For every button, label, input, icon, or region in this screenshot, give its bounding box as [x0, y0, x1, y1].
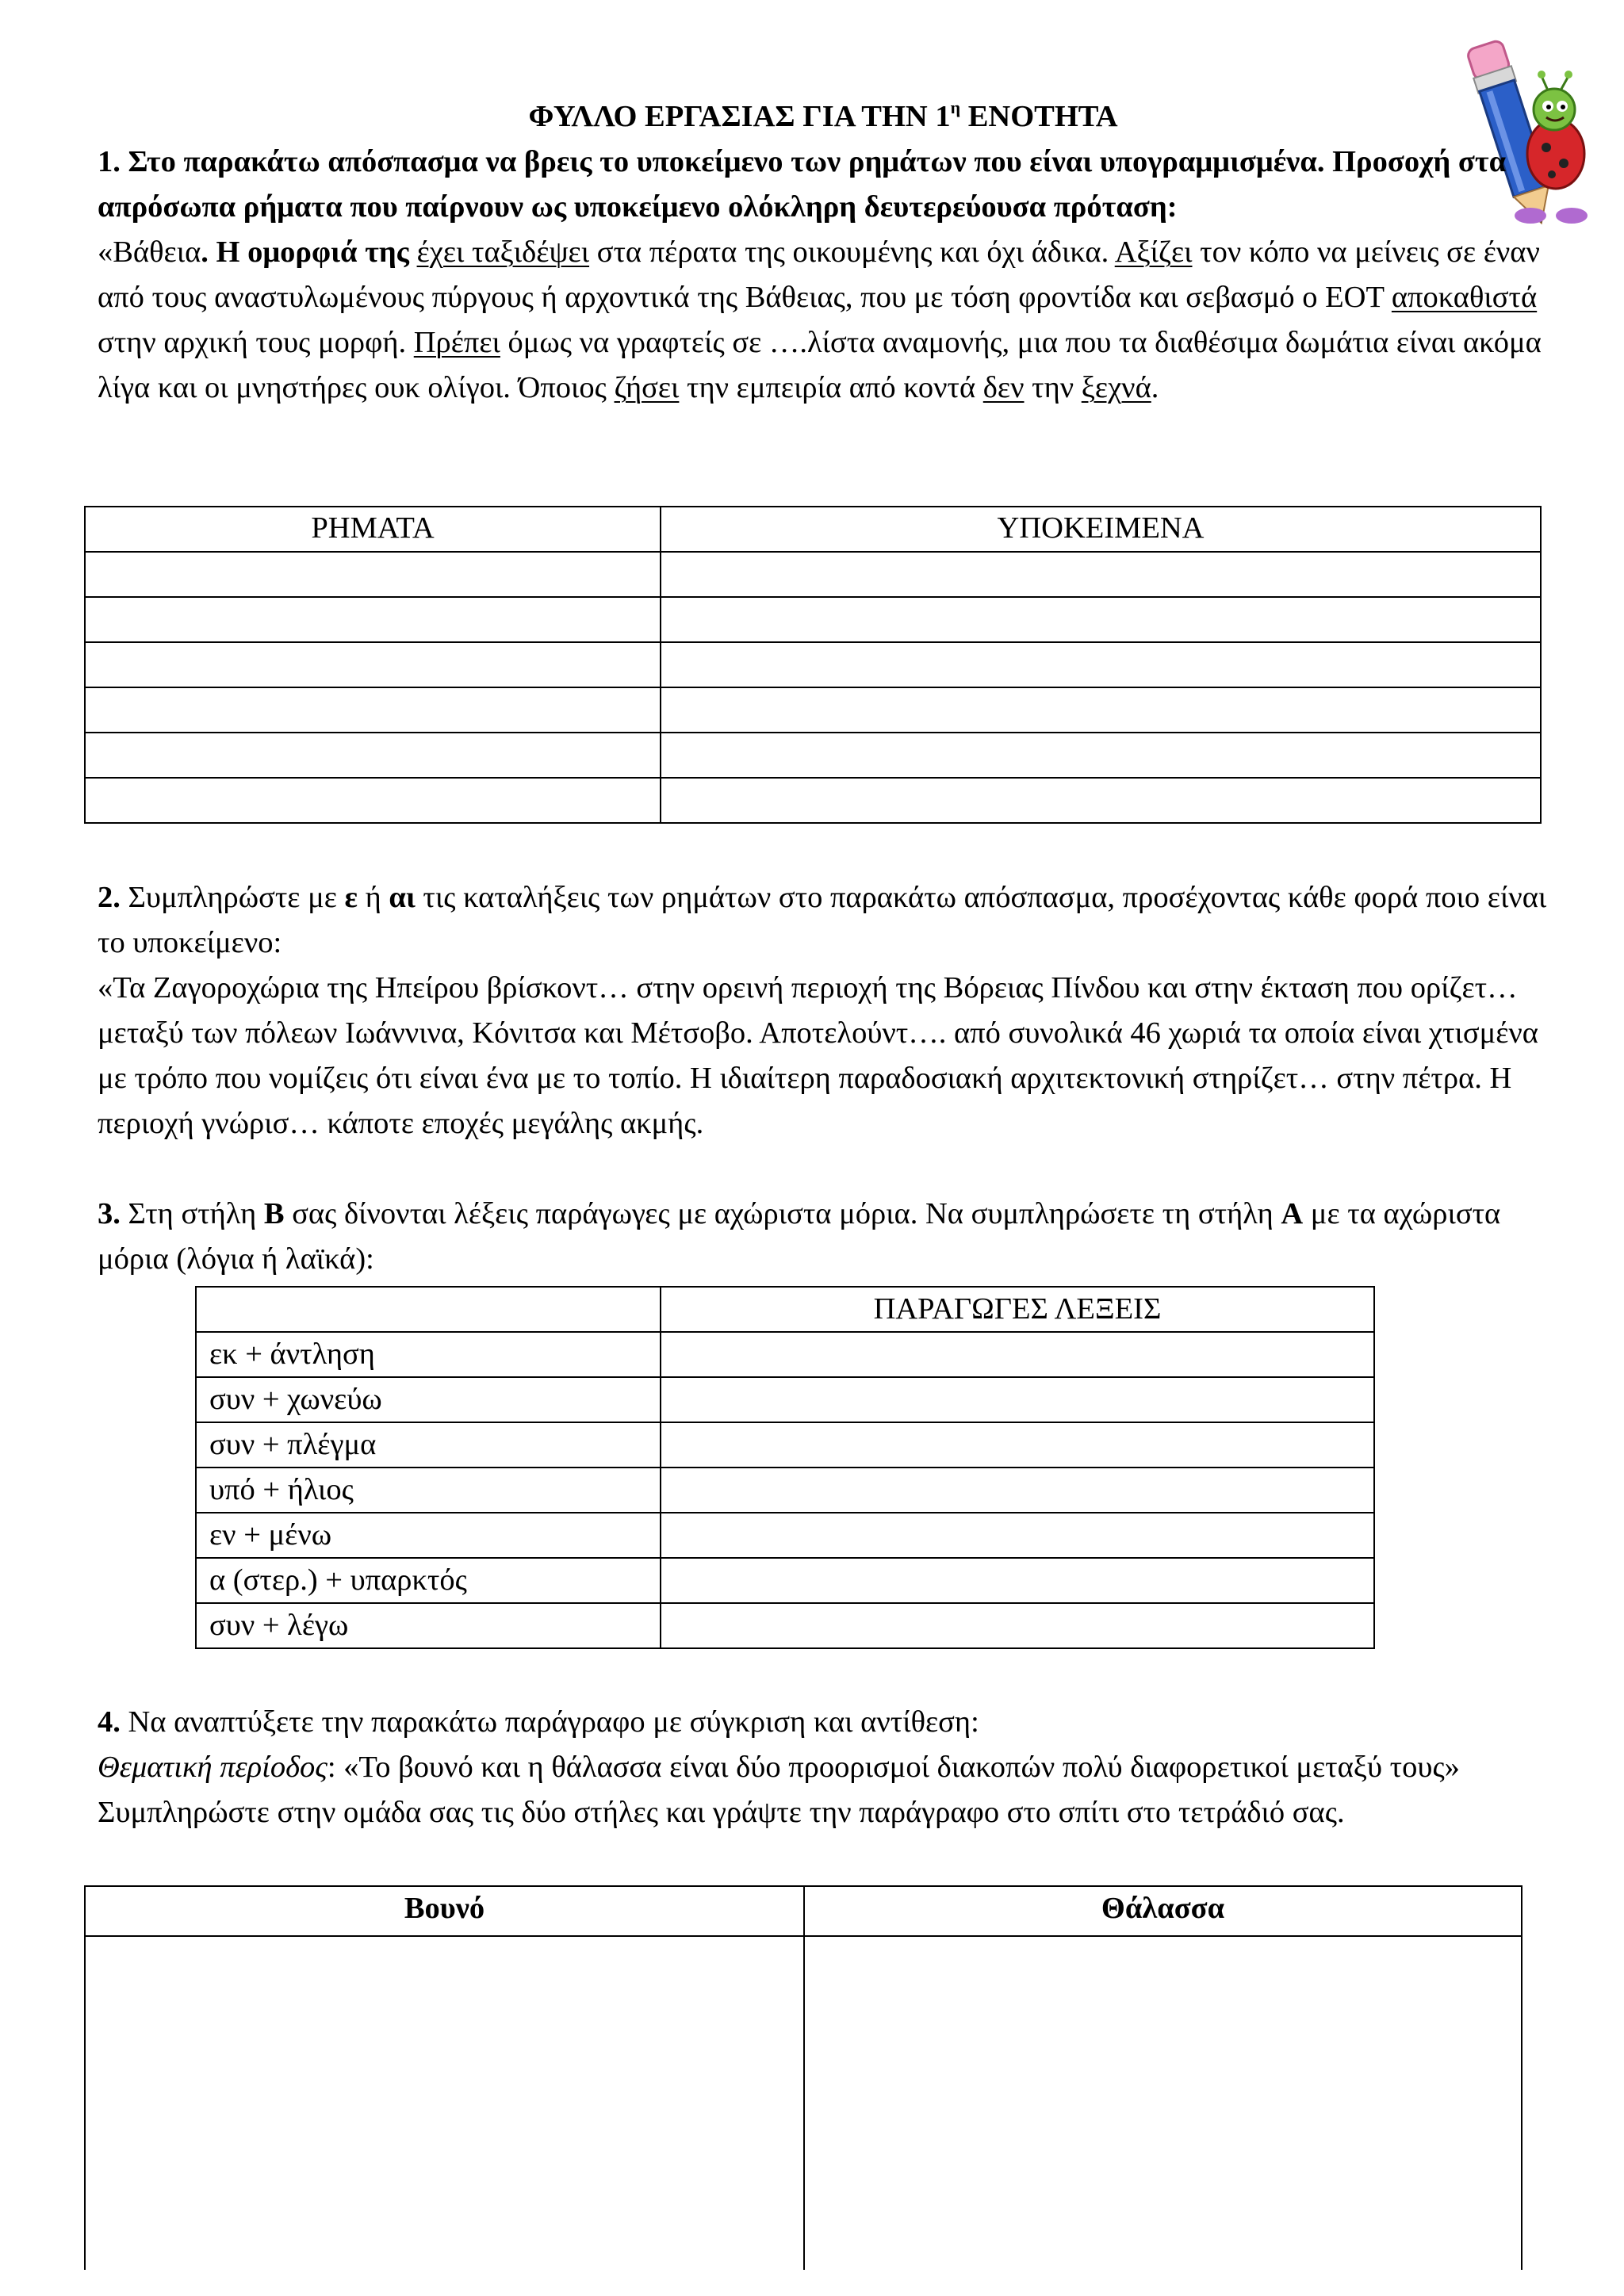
derived-words-table: [195, 1286, 1375, 1649]
answer-cell[interactable]: [85, 552, 661, 597]
table-row: [196, 1558, 1374, 1603]
answer-cell[interactable]: [661, 687, 1541, 733]
answer-cell[interactable]: [661, 642, 1541, 687]
word-parts-cell: υπό + ήλιος: [196, 1468, 661, 1513]
answer-cell[interactable]: [85, 733, 661, 778]
table-row: [196, 1513, 1374, 1558]
answer-cell[interactable]: [85, 778, 661, 823]
verbs-subjects-table: [84, 506, 1542, 824]
table-header-row: [85, 507, 1541, 552]
word-parts-cell: συν + λέγω: [196, 1603, 661, 1648]
table-row: [85, 778, 1541, 823]
table-row: [196, 1377, 1374, 1422]
answer-cell-mountain[interactable]: [85, 1936, 804, 2270]
exercise-2-passage: «Τα Ζαγοροχώρια της Ηπείρου βρίσκοντ… στην ορεινή περιοχή της Βόρειας Πίνδου και στην έκταση που ορίζετ… μεταξύ των πόλεων Ιωάννινα, Κόνιτσα και Μέτσοβο. Αποτελούντ…. από συνολικά 46 χωριά τα οποία είναι χτισμένα με τρόπο που νομίζεις ότι είναι ένα με το τοπίο. Η ιδιαίτερη παραδοσιακή αρχιτεκτονική στηρίζετ… στην πέτρα. Η περιοχή γνώρισ… κάποτε εποχές μεγάλης ακμής.: [98, 971, 1538, 1140]
column-header-derived-words: ΠΑΡΑΓΩΓΕΣ ΛΕΞΕΙΣ: [661, 1287, 1374, 1332]
answer-cell[interactable]: [661, 597, 1541, 642]
answer-cell[interactable]: [661, 1513, 1374, 1558]
column-header-verbs: ΡΗΜΑΤΑ: [85, 507, 661, 552]
word-parts-cell: α (στερ.) + υπαρκτός: [196, 1558, 661, 1603]
word-parts-cell: εν + μένω: [196, 1513, 661, 1558]
column-header-sea: Θάλασσα: [804, 1886, 1522, 1936]
table-row: [85, 597, 1541, 642]
answer-cell-sea[interactable]: [804, 1936, 1522, 2270]
column-header-subjects: ΥΠΟΚΕΙΜΕΝΑ: [661, 507, 1541, 552]
table-header-row: [85, 1886, 1522, 1936]
exercise-1-instruction: 1. Στο παρακάτω απόσπασμα να βρεις το υποκείμενο των ρημάτων που είναι υπογραμμισμένα. Προσοχή στα απρόσωπα ρήματα που παίρνουν ως υποκείμενο ολόκληρη δευτερεύουσα πρόταση:: [98, 145, 1507, 224]
exercise-2-instruction: 2. Συμπληρώστε με ε ή αι τις καταλήξεις των ρημάτων στο παρακάτω απόσπασμα, προσέχοντας κάθε φορά ποιο είναι το υποκείμενο:: [98, 881, 1547, 959]
word-parts-cell: συν + χωνεύω: [196, 1377, 661, 1422]
page-title: ΦΥΛΛΟ ΕΡΓΑΣΙΑΣ ΓΙΑ ΤΗΝ $1^\eta$ ΕΝΟΤΗΤΑ: [528, 98, 1118, 133]
exercise-4: [98, 1700, 1549, 1835]
table-row: [85, 687, 1541, 733]
exercise-3-instruction: 3. Στη στήλη Β σας δίνονται λέξεις παράγωγες με αχώριστα μόρια. Να συμπληρώσετε τη στήλη Α με τα αχώριστα μόρια (λόγια ή λαϊκά):: [98, 1197, 1501, 1276]
answer-cell[interactable]: [661, 552, 1541, 597]
answer-cell[interactable]: [661, 778, 1541, 823]
answer-cell[interactable]: [661, 1468, 1374, 1513]
answer-cell[interactable]: [661, 1377, 1374, 1422]
table-row: [85, 1936, 1522, 2270]
exercise-4-instruction: 4. Να αναπτύξετε την παρακάτω παράγραφο με σύγκριση και αντίθεση:: [98, 1705, 979, 1739]
mountain-sea-table: [84, 1885, 1522, 2270]
worksheet: [98, 94, 1549, 411]
exercise-4-note: Συμπληρώστε στην ομάδα σας τις δύο στήλες και γράψτε την παράγραφο στο σπίτι στο τετράδιό σας.: [98, 1796, 1345, 1829]
answer-cell[interactable]: [661, 733, 1541, 778]
answer-cell[interactable]: [661, 1422, 1374, 1468]
column-header-mountain: Βουνό: [85, 1886, 804, 1936]
answer-cell[interactable]: [85, 597, 661, 642]
table-row: [196, 1603, 1374, 1648]
answer-cell[interactable]: [661, 1332, 1374, 1377]
exercise-3: [98, 1192, 1549, 1282]
answer-cell[interactable]: [85, 642, 661, 687]
answer-cell[interactable]: [661, 1558, 1374, 1603]
thematic-sentence: Θεματική περίοδος: «Το βουνό και η θάλασσα είναι δύο προορισμοί διακοπών πολύ διαφορετικοί μεταξύ τους»: [98, 1751, 1460, 1784]
word-parts-cell: συν + πλέγμα: [196, 1422, 661, 1468]
table-header-row: [196, 1287, 1374, 1332]
exercise-1-passage: «Βάθεια. Η ομορφιά της έχει ταξιδέψει στα πέρατα της οικουμένης και όχι άδικα. Αξίζει τον κόπο να μείνεις σε έναν από τους αναστυλωμένους πύργους ή αρχοντικά της Βάθειας, που με τόση φροντίδα και σεβασμό ο ΕΟΤ αποκαθιστά στην αρχική τους μορφή. Πρέπει όμως να γραφτείς σε ….λίστα αναμονής, μια που τα διαθέσιμα δωμάτια είναι ακόμα λίγα και οι μνηστήρες ουκ ολίγοι. Όποιος ζήσει την εμπειρία από κοντά δεν την ξεχνά.: [98, 235, 1542, 404]
table-row: [196, 1468, 1374, 1513]
answer-cell[interactable]: [85, 687, 661, 733]
table-row: [85, 733, 1541, 778]
exercise-2: [98, 875, 1549, 1146]
answer-cell[interactable]: [661, 1603, 1374, 1648]
table-row: [196, 1422, 1374, 1468]
column-header-blank: [196, 1287, 661, 1332]
table-row: [85, 552, 1541, 597]
table-row: [85, 642, 1541, 687]
word-parts-cell: εκ + άντληση: [196, 1332, 661, 1377]
table-row: [196, 1332, 1374, 1377]
